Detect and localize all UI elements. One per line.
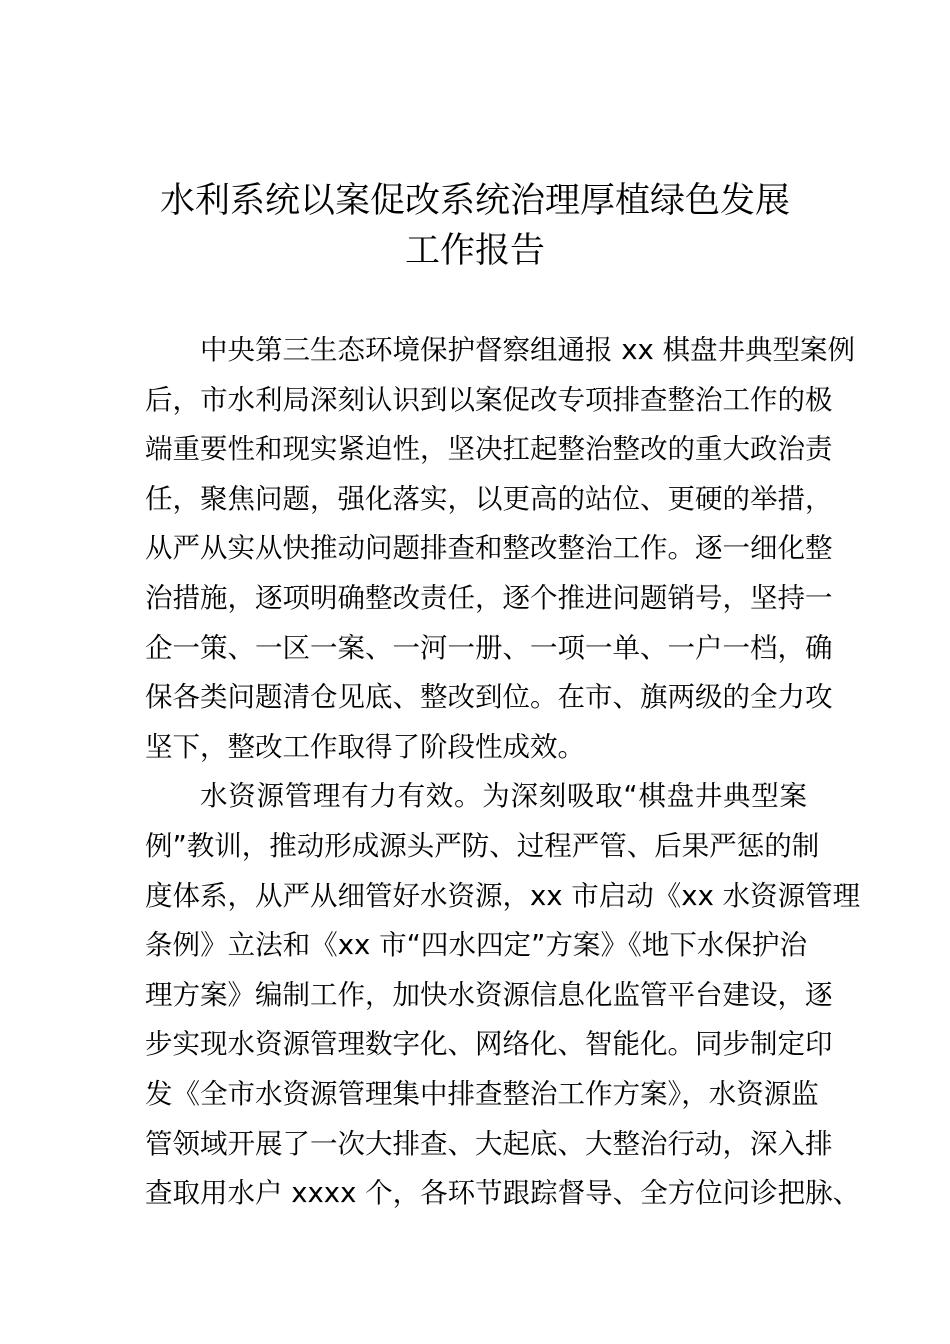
document-body xyxy=(145,326,861,1219)
paragraph-line: 坚下，整改工作取得了阶段性成效。 xyxy=(145,730,585,763)
paragraph-line: 水资源管理有力有效。为深刻吸取“棋盘井典型案 xyxy=(200,780,807,813)
paragraph-line: 条例》立法和《xx 市“四水四定”方案》《地下水保护治 xyxy=(145,929,807,962)
paragraph-line: 端重要性和现实紧迫性，坚决扛起整治整改的重大政治责 xyxy=(145,433,833,466)
paragraph-line: 治措施，逐项明确整改责任，逐个推进问题销号，坚持一 xyxy=(145,581,833,614)
paragraph-line: 从严从实从快推动问题排查和整改整治工作。逐一细化整 xyxy=(145,532,833,565)
paragraph-line: 步实现水资源管理数字化、网络化、智能化。同步制定印 xyxy=(145,1028,833,1061)
paragraph-line: 查取用水户 xxxx 个，各环节跟踪督导、全方位问诊把脉、 xyxy=(145,1177,861,1210)
paragraph-line: 保各类问题清仓见底、整改到位。在市、旗两级的全力攻 xyxy=(145,681,833,714)
paragraph-line: 理方案》编制工作，加快水资源信息化监管平台建设，逐 xyxy=(145,978,833,1011)
paragraph-line: 发《全市水资源管理集中排查整治工作方案》，水资源监 xyxy=(145,1077,819,1110)
title-line: 工作报告 xyxy=(404,231,545,271)
paragraph-line: 度体系，从严从细管好水资源，xx 市启动《xx 水资源管理 xyxy=(145,879,861,912)
document-title xyxy=(100,176,850,276)
title-line: 水利系统以案促改系统治理厚植绿色发展 xyxy=(159,181,790,221)
paragraph-line: 中央第三生态环境保护督察组通报 xx 棋盘井典型案例 xyxy=(200,334,856,366)
paragraph-line: 后，市水利局深刻认识到以案促改专项排查整治工作的极 xyxy=(145,383,833,416)
paragraph-line: 管领域开展了一次大排查、大起底、大整治行动，深入排 xyxy=(145,1127,833,1160)
paragraph-line: 任，聚焦问题，强化落实，以更高的站位、更硬的举措， xyxy=(145,482,833,515)
paragraph-line: 例”教训，推动形成源头严防、过程严管、后果严惩的制 xyxy=(145,829,820,862)
paragraph-line: 企一策、一区一案、一河一册、一项一单、一户一档，确 xyxy=(145,631,833,664)
